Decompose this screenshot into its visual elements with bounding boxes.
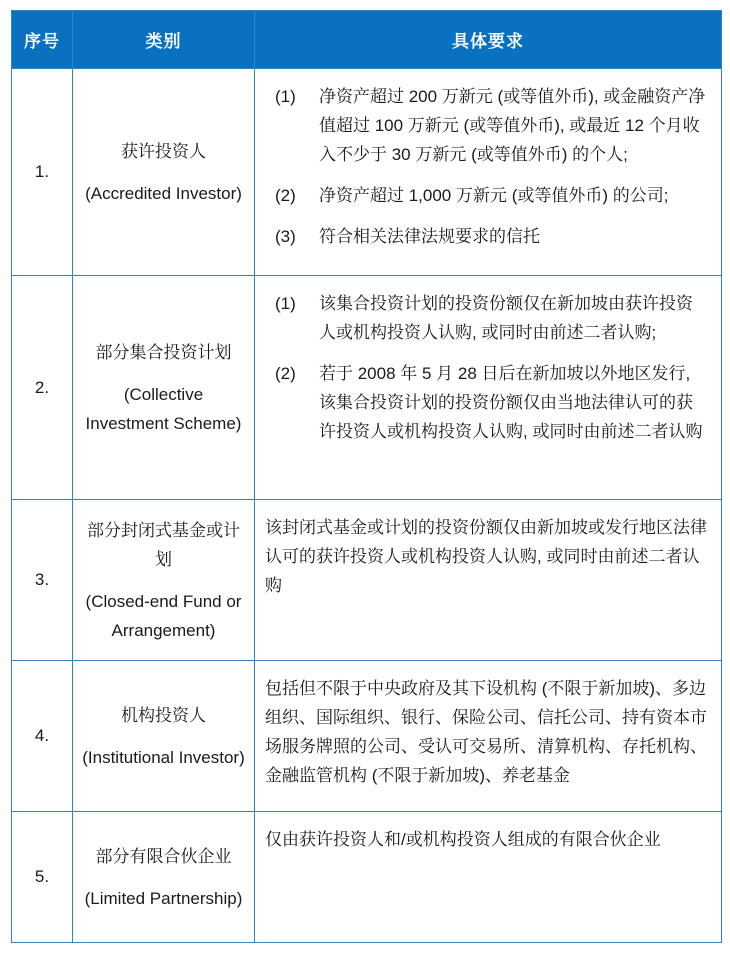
table-row xyxy=(12,661,722,812)
requirement-item-text: 若于 2008 年 5 月 28 日后在新加坡以外地区发行, 该集合投资计划的投资份额仅由当地法律认可的获许投资人或机构投资人认购, 或同时由前述二者认购 xyxy=(319,364,703,441)
table-row xyxy=(12,276,722,500)
table-header xyxy=(12,11,722,69)
category-name-en: (Closed-end Fund or Arrangement) xyxy=(85,591,242,640)
requirement-paragraph: 该封闭式基金或计划的投资份额仅由新加坡或发行地区法律认可的获许投资人或机构投资人认购, 或同时由前述二者认购 xyxy=(265,518,707,595)
requirement-item-marker: (1) xyxy=(275,294,296,313)
requirement-item xyxy=(275,289,709,347)
category-cell xyxy=(73,661,255,812)
category-name-zh: 部分集合投资计划 xyxy=(95,342,232,362)
category-cell xyxy=(73,500,255,661)
category-name-zh: 部分有限合伙企业 xyxy=(95,846,232,866)
row-number-cell: 2. xyxy=(12,276,73,500)
requirement-item xyxy=(275,181,709,210)
requirement-item xyxy=(275,222,709,251)
requirement-item-marker: (2) xyxy=(275,186,296,205)
table-row xyxy=(12,69,722,276)
category-name-zh: 部分封闭式基金或计划 xyxy=(87,520,240,569)
header-row xyxy=(12,11,722,69)
category-name-en: (Limited Partnership) xyxy=(84,888,243,908)
requirement-paragraph: 包括但不限于中央政府及其下设机构 (不限于新加坡)、多边组织、国际组织、银行、保险公司、信托公司、持有资本市场服务牌照的公司、受认可交易所、清算机构、存托机构、金融监管机构 (不限于新加坡)、养老基金 xyxy=(265,679,707,785)
requirements-cell xyxy=(255,661,722,812)
requirement-item-marker: (1) xyxy=(275,87,296,106)
requirements-cell xyxy=(255,812,722,943)
requirements-cell xyxy=(255,69,722,276)
investor-category-table xyxy=(11,10,722,943)
requirement-item-marker: (2) xyxy=(275,364,296,383)
table-row xyxy=(12,500,722,661)
table-body xyxy=(12,69,722,943)
requirement-item xyxy=(275,82,709,169)
category-name-en: (Collective Investment Scheme) xyxy=(85,384,242,433)
row-number-cell: 4. xyxy=(12,661,73,812)
category-name-zh: 机构投资人 xyxy=(121,705,206,725)
col-header-category: 类别 xyxy=(73,11,255,69)
col-header-requirements: 具体要求 xyxy=(255,11,722,69)
category-cell xyxy=(73,812,255,943)
requirement-item-text: 净资产超过 1,000 万新元 (或等值外币) 的公司; xyxy=(319,186,669,205)
requirement-item-text: 该集合投资计划的投资份额仅在新加坡由获许投资人或机构投资人认购, 或同时由前述二者认购; xyxy=(319,294,693,342)
requirement-item-text: 符合相关法律法规要求的信托 xyxy=(319,227,540,246)
investor-category-table-wrap xyxy=(11,10,722,943)
requirement-paragraph: 仅由获许投资人和/或机构投资人组成的有限合伙企业 xyxy=(265,830,661,849)
category-name-en: (Institutional Investor) xyxy=(82,747,245,767)
category-cell xyxy=(73,69,255,276)
requirements-cell xyxy=(255,500,722,661)
row-number-cell: 5. xyxy=(12,812,73,943)
category-cell xyxy=(73,276,255,500)
requirements-cell xyxy=(255,276,722,500)
col-header-number: 序号 xyxy=(12,11,73,69)
row-number-cell: 1. xyxy=(12,69,73,276)
requirement-item-text: 净资产超过 200 万新元 (或等值外币), 或金融资产净值超过 100 万新元 (或等值外币), 或最近 12 个月收入不少于 30 万新元 (或等值外币) 的个人; xyxy=(319,87,706,164)
requirement-item xyxy=(275,359,709,446)
requirement-item-marker: (3) xyxy=(275,227,296,246)
table-row xyxy=(12,812,722,943)
category-name-en: (Accredited Investor) xyxy=(85,183,242,203)
category-name-zh: 获许投资人 xyxy=(121,141,206,161)
row-number-cell: 3. xyxy=(12,500,73,661)
